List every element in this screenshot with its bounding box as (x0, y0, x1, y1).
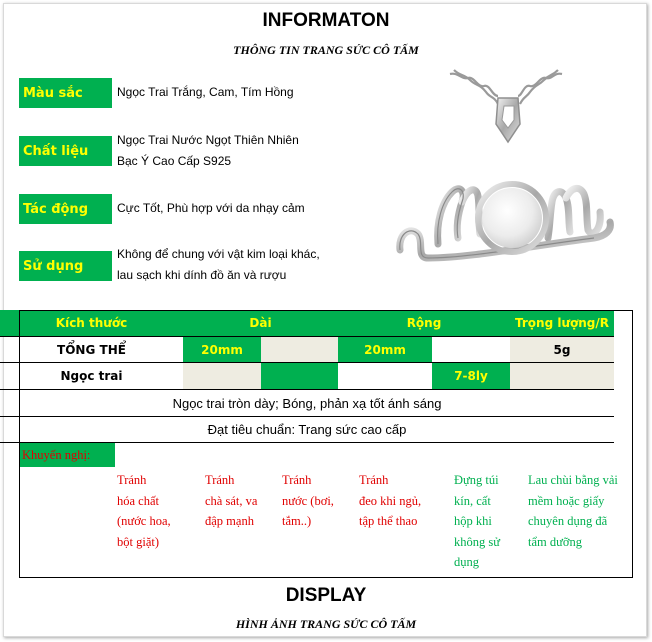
chain-left (450, 70, 498, 104)
recommend-water: Tránh nước (bơi, tắm..) (282, 473, 334, 528)
overall-width: 20mm (338, 337, 432, 362)
value-effect: Cực Tốt, Phù hợp với da nhạy cảm (117, 201, 305, 215)
info-title: INFORMATON (262, 10, 390, 31)
pearl-icon (482, 188, 542, 248)
table-row (0, 363, 614, 390)
label-effect: Tác động (19, 194, 112, 224)
recommend-label: Khuyến nghị: (19, 443, 115, 467)
cell-empty (432, 337, 510, 362)
value-usage: Không để chung với vật kim loại khác, lau sạch khi dính đồ ăn và rượu (117, 247, 320, 282)
label-color: Màu sắc (19, 78, 112, 108)
table-row (0, 337, 614, 363)
header-width: Rộng (338, 310, 510, 336)
pendant-image (380, 62, 630, 302)
recommend-sleep: Tránh đeo khi ngủ, tập thể thao (359, 473, 422, 528)
header-size: Kích thước (0, 310, 183, 336)
recommend-impact: Tránh chà sát, va đập mạnh (205, 473, 258, 528)
cell-empty (261, 337, 338, 362)
display-title: DISPLAY (285, 585, 367, 606)
value-material: Ngọc Trai Nước Ngọt Thiên Nhiên Bạc Ý Cao Cấp S925 (117, 133, 299, 168)
recommend-chemicals: Tránh hóa chất (nước hoa, bột giặt) (117, 473, 171, 549)
table-row (0, 390, 614, 417)
header-length: Dài (183, 310, 338, 336)
cell-green (261, 363, 338, 389)
pearl-size: 7-8ly (432, 363, 510, 389)
cell-empty (183, 363, 261, 389)
cell-empty (510, 363, 614, 389)
value-color: Ngọc Trai Trắng, Cam, Tím Hồng (117, 85, 294, 99)
display-subtitle: HÌNH ẢNH TRANG SỨC CÔ TẤM (235, 617, 417, 631)
note-standard: Đạt tiêu chuẩn: Trang sức cao cấp (207, 422, 407, 437)
overall-length: 20mm (183, 337, 261, 362)
info-subtitle: THÔNG TIN TRANG SỨC CÔ TẤM (233, 43, 419, 57)
recommend-cleaning: Lau chùi bằng vải mềm hoặc giấy chuyên dụng đã tẩm dưỡng (528, 473, 618, 549)
table-row (0, 417, 614, 443)
recommend-storage: Đựng túi kín, cất hộp khi không sử dụng (454, 473, 501, 569)
label-material: Chất liệu (19, 136, 112, 166)
note-pearl-quality: Ngọc trai tròn dày; Bóng, phản xạ tốt ánh sáng (172, 395, 442, 411)
cell-empty (338, 363, 432, 389)
header-weight: Trọng lượng/R (510, 310, 614, 336)
label-usage: Sử dụng (19, 251, 112, 281)
chain-right (518, 70, 562, 104)
row-pearl-label: Ngọc trai (60, 369, 123, 383)
table-header-row (0, 310, 614, 337)
row-overall-label: TỔNG THỂ (57, 342, 126, 357)
overall-weight: 5g (510, 337, 614, 362)
